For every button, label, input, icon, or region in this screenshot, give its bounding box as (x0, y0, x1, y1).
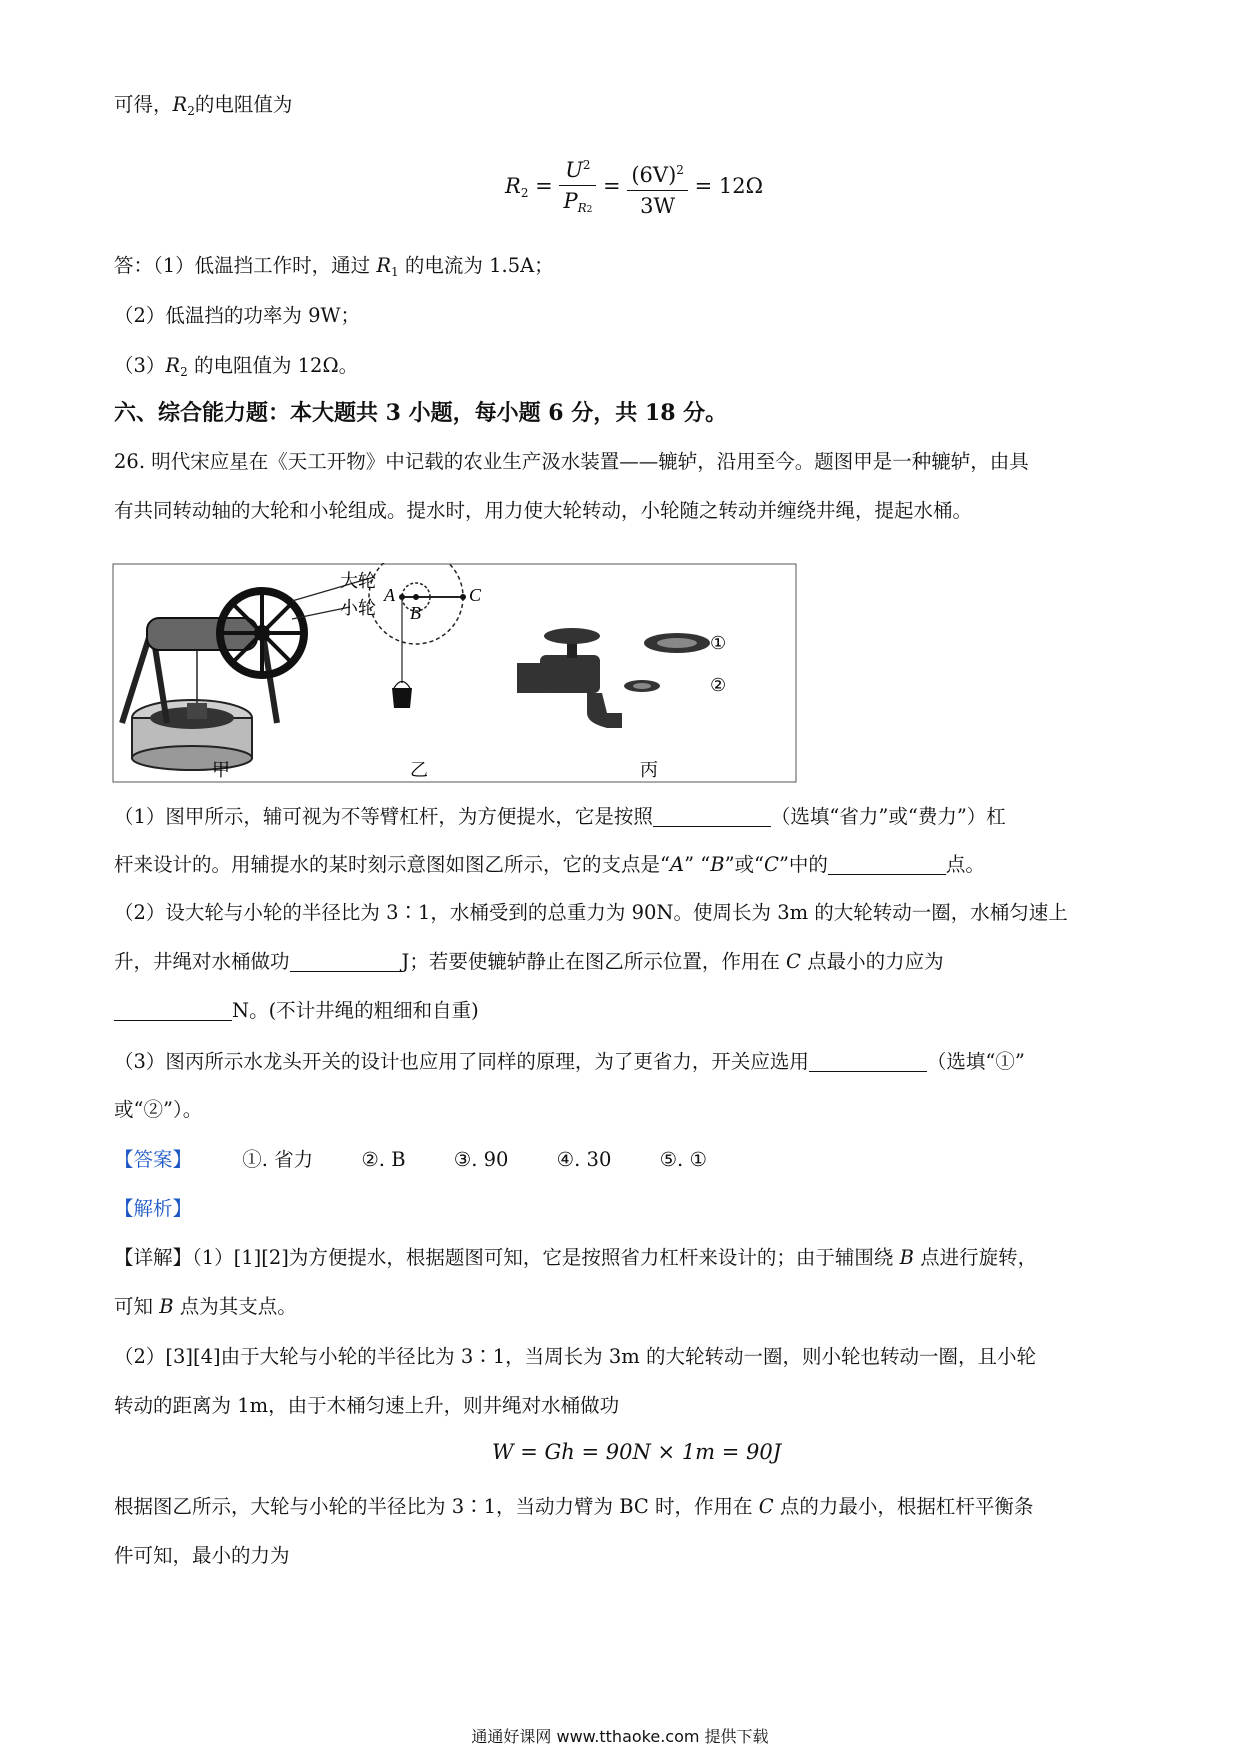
q2-line-1: （2）设大轮与小轮的半径比为 3∶1，水桶受到的总重力为 90N。使周长为 3m 的大轮转动一圈，水桶匀速上 (114, 901, 1068, 924)
equation-r2: $R_2$ = $\frac{U^2}{P_{R2}}$ = $\frac{(6V)^2}{3W}$ = 12Ω (505, 150, 763, 225)
q26-line-1: 26. 明代宋应星在《天工开物》中记载的农业生产汲水装置——辘轳，沿用至今。题图甲是一种辘轳，由具 (114, 450, 1029, 473)
figure-jia-windlass (122, 591, 304, 770)
label-point-c: C (469, 585, 482, 605)
section-heading: 六、综合能力题：本大题共 3 小题，每小题 6 分，共 18 分。 (114, 400, 728, 426)
answer-row (114, 1145, 1130, 1175)
answer-line-2: （2）低温挡的功率为 9W； (114, 304, 361, 327)
label-option-2: ② (710, 675, 727, 696)
label-big-wheel: 大轮 (340, 571, 376, 591)
label-small-wheel: 小轮 (340, 598, 376, 618)
answer-2: ②. B (361, 1148, 406, 1171)
q3-line-2: 或“②”）。 (114, 1098, 203, 1121)
detail-line-1: 【详解】（1）[1][2]为方便提水，根据题图可知，它是按照省力杠杆来设计的；由于辅围绕 B 点进行旋转， (114, 1246, 1038, 1269)
analysis-tag: 【解析】 (114, 1197, 193, 1220)
answer-5: ⑤. ① (659, 1148, 707, 1171)
answer-1: ①. 省力 (242, 1148, 314, 1171)
answer-4: ④. 30 (556, 1148, 612, 1171)
label-option-1: ① (710, 633, 727, 654)
label-jia: 甲 (212, 760, 230, 780)
label-point-a: A (384, 585, 395, 605)
detail-line-3: （2）[3][4]由于大轮与小轮的半径比为 3∶1，当周长为 3m 的大轮转动一圈，则小轮也转动一圈，且小轮 (114, 1345, 1036, 1368)
blank-5 (809, 1049, 927, 1072)
windlass-figure (112, 563, 797, 783)
q3-line-1: （3）图丙所示水龙头开关的设计也应用了同样的原理，为了更省力，开关应选用 （选填“①” (114, 1050, 1025, 1073)
blank-1 (653, 804, 771, 827)
footer-text: 通通好课网 www.tthaoke.com 提供下载 (471, 1727, 769, 1746)
blank-4 (114, 998, 232, 1021)
intro-line: 可得，$R_2$的电阻值为 (114, 93, 293, 118)
answer-tag: 【答案】 (114, 1148, 193, 1171)
detail-line-6: 件可知，最小的力为 (114, 1544, 290, 1567)
q26-line-2: 有共同转动轴的大轮和小轮组成。提水时，用力使大轮转动，小轮随之转动并缠绕井绳，提起水桶。 (114, 499, 973, 522)
blank-3 (290, 949, 402, 972)
equation-work: W = Gh = 90N × 1m = 90J (492, 1440, 782, 1464)
q1-line-2: 杆来设计的。用辅提水的某时刻示意图如图乙所示，它的支点是“A” “B”或“C”中的 点。 (114, 853, 985, 876)
detail-line-2: 可知 B 点为其支点。 (114, 1295, 297, 1318)
answer-3: ③. 90 (453, 1148, 509, 1171)
label-yi: 乙 (410, 760, 428, 780)
blank-2 (828, 852, 946, 875)
q2-line-2: 升，井绳对水桶做功 J；若要使辘轳静止在图乙所示位置，作用在 C 点最小的力应为 (114, 950, 944, 973)
detail-line-4: 转动的距离为 1m，由于木桶匀速上升，则井绳对水桶做功 (114, 1394, 620, 1417)
label-bing: 丙 (640, 760, 658, 780)
answer-line-3: $(3)R_2$ 的电阻值为 12Ω。 (114, 354, 359, 379)
q2-line-3: N。(不计井绳的粗细和自重) (114, 996, 1130, 1026)
q1-line-1: （1）图甲所示，辅可视为不等臂杠杆，为方便提水，它是按照 （选填“省力”或“费力”）杠 (114, 805, 1006, 828)
label-point-b: B (410, 603, 421, 623)
detail-line-5: 根据图乙所示，大轮与小轮的半径比为 3∶1，当动力臂为 BC 时，作用在 C 点的力最小，根据杠杆平衡条 (114, 1495, 1034, 1518)
figure-bing-faucet (517, 628, 710, 728)
answer-line-1: 答：（1）低温挡工作时，通过 $R_1$ 的电流为 1.5A； (114, 254, 554, 279)
